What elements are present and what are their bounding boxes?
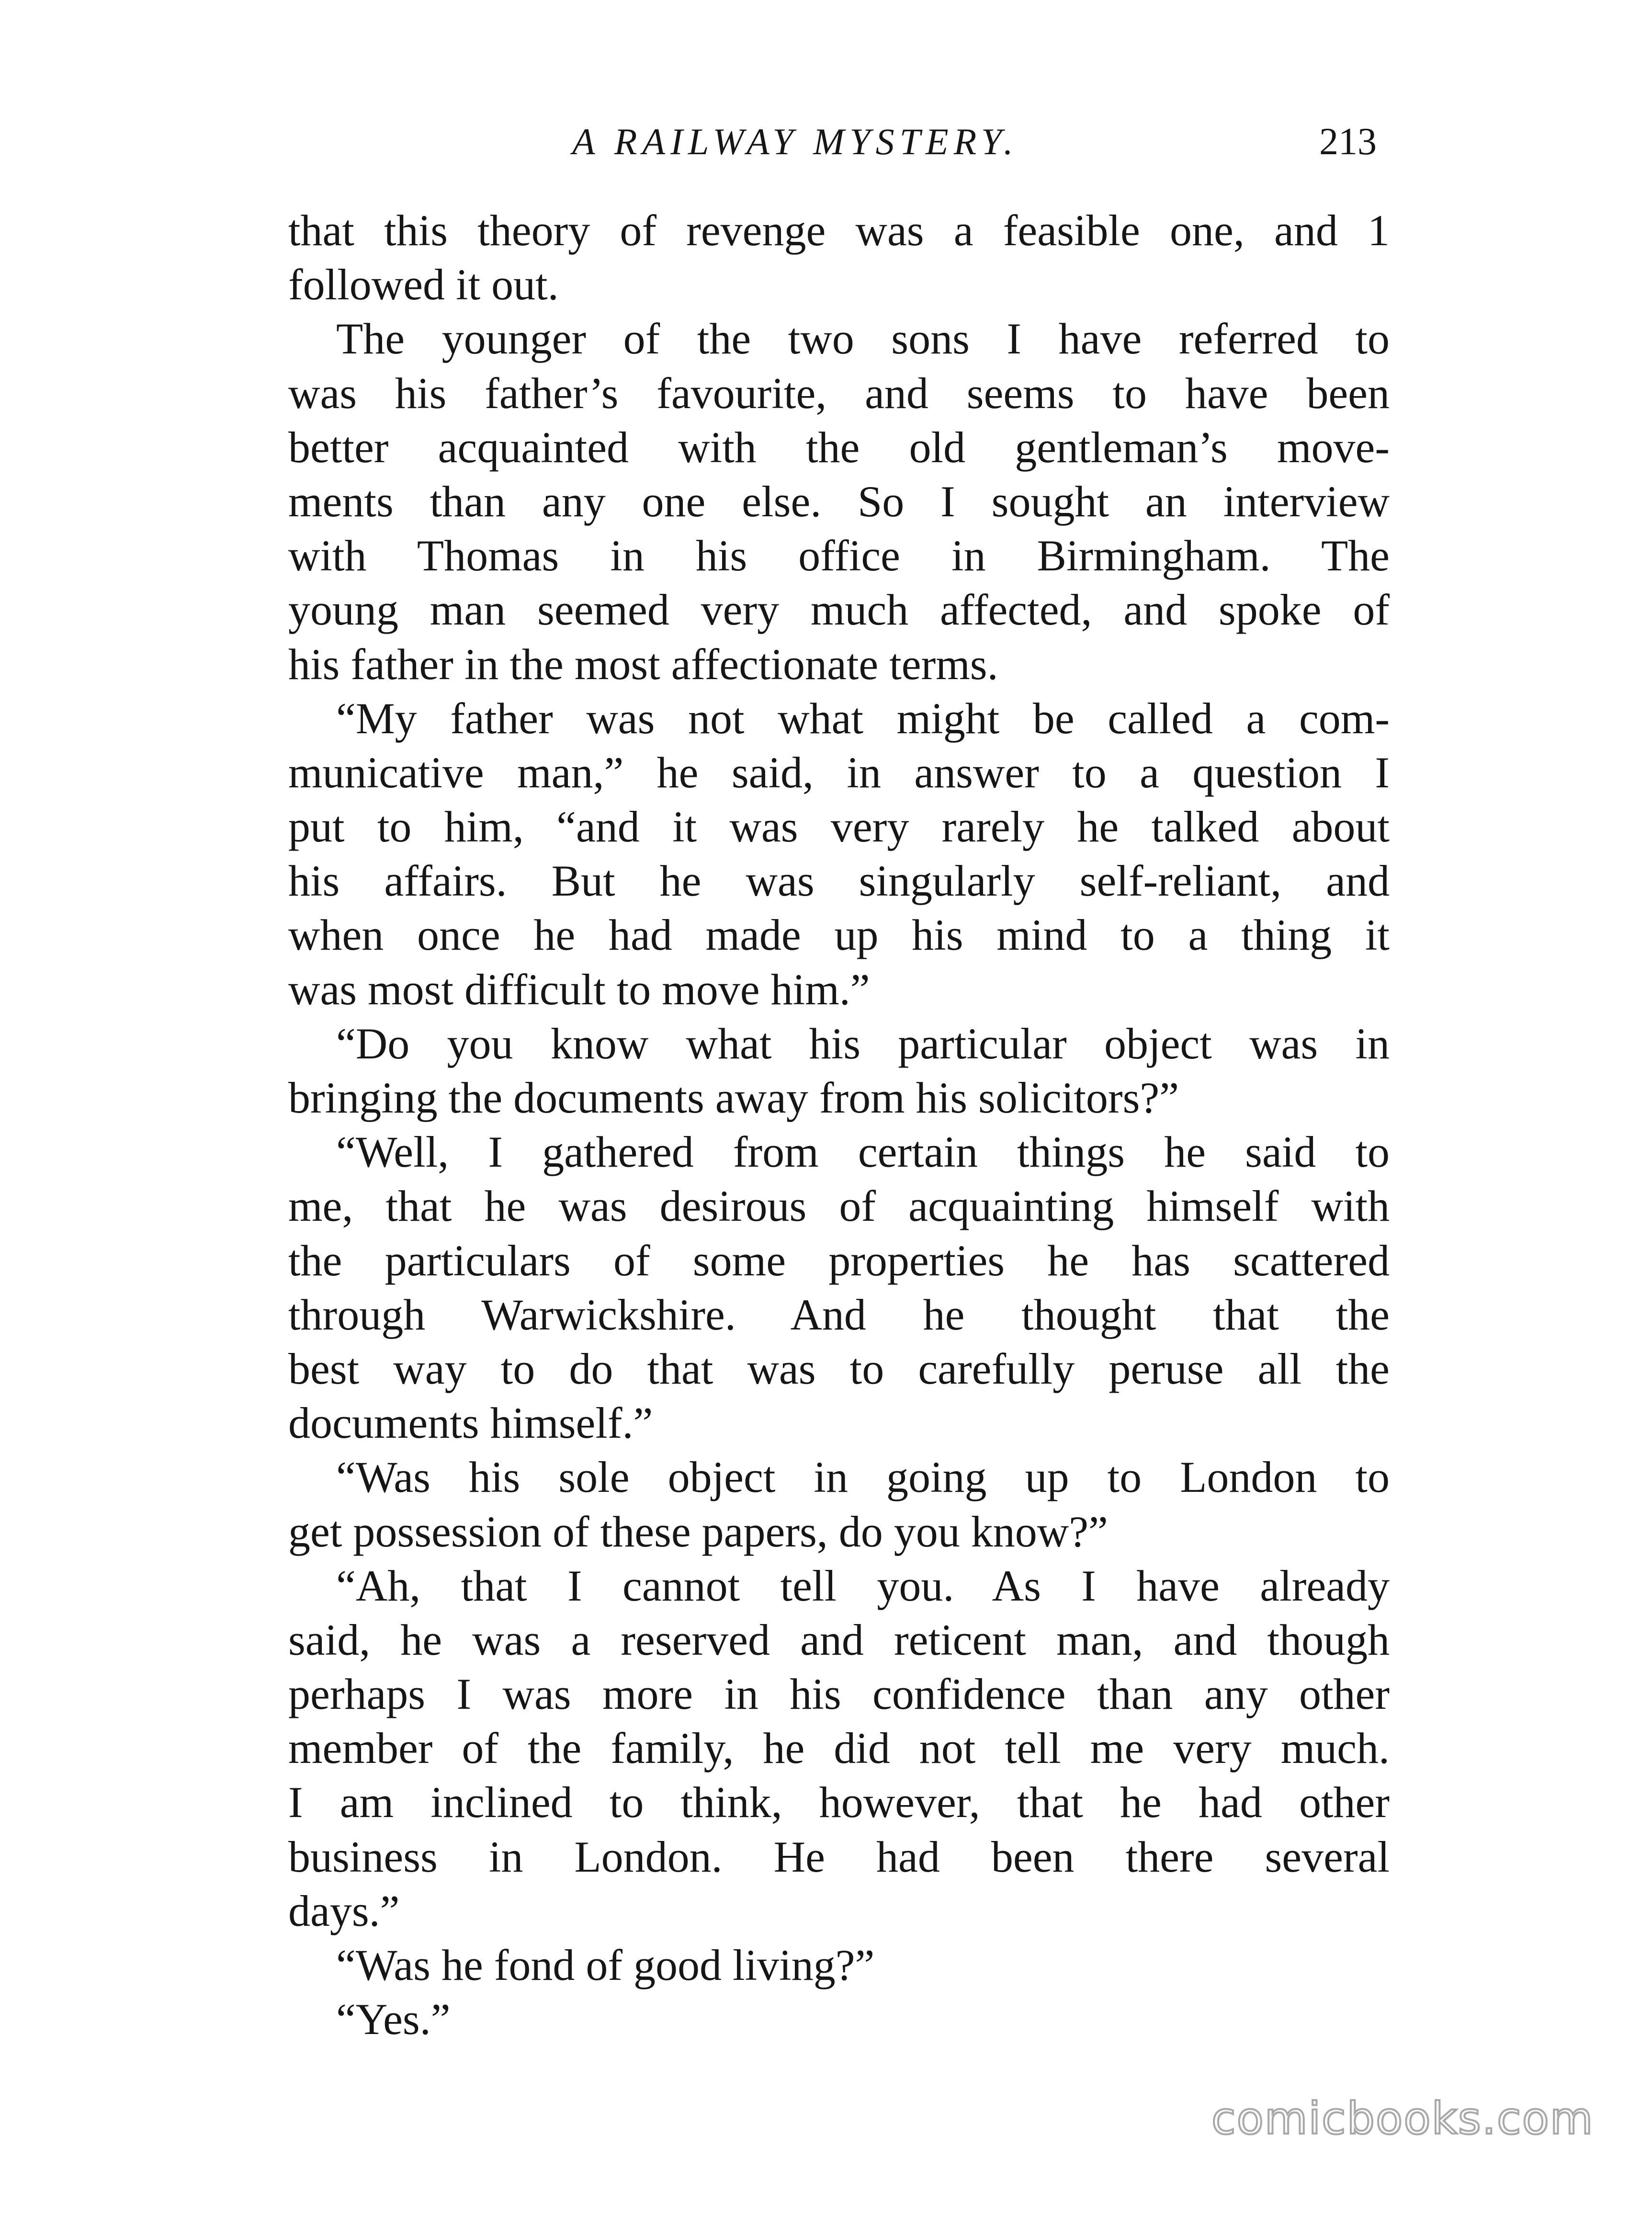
text-line: me, that he was desirous of acquainting himself with bbox=[288, 1182, 1390, 1231]
running-header bbox=[0, 113, 1652, 170]
text-line: member of the family, he did not tell me very much. bbox=[288, 1724, 1390, 1773]
text-line: “Yes.” bbox=[336, 1995, 451, 2044]
text-line: was most difficult to move him.” bbox=[288, 965, 870, 1014]
text-line: through Warwickshire. And he thought that the bbox=[288, 1290, 1390, 1339]
text-line: the particulars of some properties he has scattered bbox=[288, 1236, 1390, 1285]
text-line: his father in the most affectionate terms. bbox=[288, 639, 998, 689]
text-line: was his father’s favourite, and seems to have been bbox=[288, 368, 1390, 418]
text-line: ments than any one else. So I sought an interview bbox=[288, 477, 1390, 526]
text-line: put to him, “and it was very rarely he talked about bbox=[288, 802, 1390, 852]
watermark: comicbooks.com bbox=[1211, 2093, 1594, 2144]
running-title: A RAILWAY MYSTERY. bbox=[572, 121, 1018, 162]
text-line: better acquainted with the old gentleman’s move- bbox=[288, 422, 1390, 472]
text-line: municative man,” he said, in answer to a question I bbox=[288, 748, 1390, 797]
text-line: young man seemed very much affected, and spoke of bbox=[288, 585, 1390, 635]
text-line: with Thomas in his office in Birmingham. The bbox=[288, 531, 1390, 580]
text-line: that this theory of revenge was a feasible one, and 1 bbox=[288, 206, 1390, 255]
text-line: best way to do that was to carefully peruse all the bbox=[288, 1344, 1390, 1393]
text-line: “Ah, that I cannot tell you. As I have already bbox=[336, 1561, 1390, 1610]
text-line: when once he had made up his mind to a thing it bbox=[288, 910, 1390, 960]
text-line: business in London. He had been there several bbox=[288, 1832, 1390, 1881]
text-line: “My father was not what might be called a com- bbox=[336, 693, 1390, 743]
text-line: get possession of these papers, do you know?” bbox=[288, 1507, 1108, 1556]
text-line: “Do you know what his particular object was in bbox=[336, 1019, 1390, 1068]
text-line: “Well, I gathered from certain things he said to bbox=[336, 1127, 1390, 1177]
text-line: days.” bbox=[288, 1886, 400, 1935]
text-line: his affairs. But he was singularly self-reliant, and bbox=[288, 856, 1390, 906]
text-line: “Was his sole object in going up to London to bbox=[336, 1453, 1390, 1502]
text-line: The younger of the two sons I have referred to bbox=[336, 314, 1390, 364]
text-line: said, he was a reserved and reticent man, and though bbox=[288, 1615, 1390, 1664]
text-line: documents himself.” bbox=[288, 1398, 653, 1448]
body-text bbox=[288, 204, 1390, 2046]
text-line: I am inclined to think, however, that he had other bbox=[288, 1778, 1390, 1827]
text-line: perhaps I was more in his confidence than any other bbox=[288, 1670, 1390, 1719]
text-line: followed it out. bbox=[288, 260, 559, 309]
text-line: “Was he fond of good living?” bbox=[336, 1941, 875, 1989]
text-line: bringing the documents away from his solicitors?” bbox=[288, 1073, 1179, 1122]
page-number: 213 bbox=[1319, 121, 1377, 163]
